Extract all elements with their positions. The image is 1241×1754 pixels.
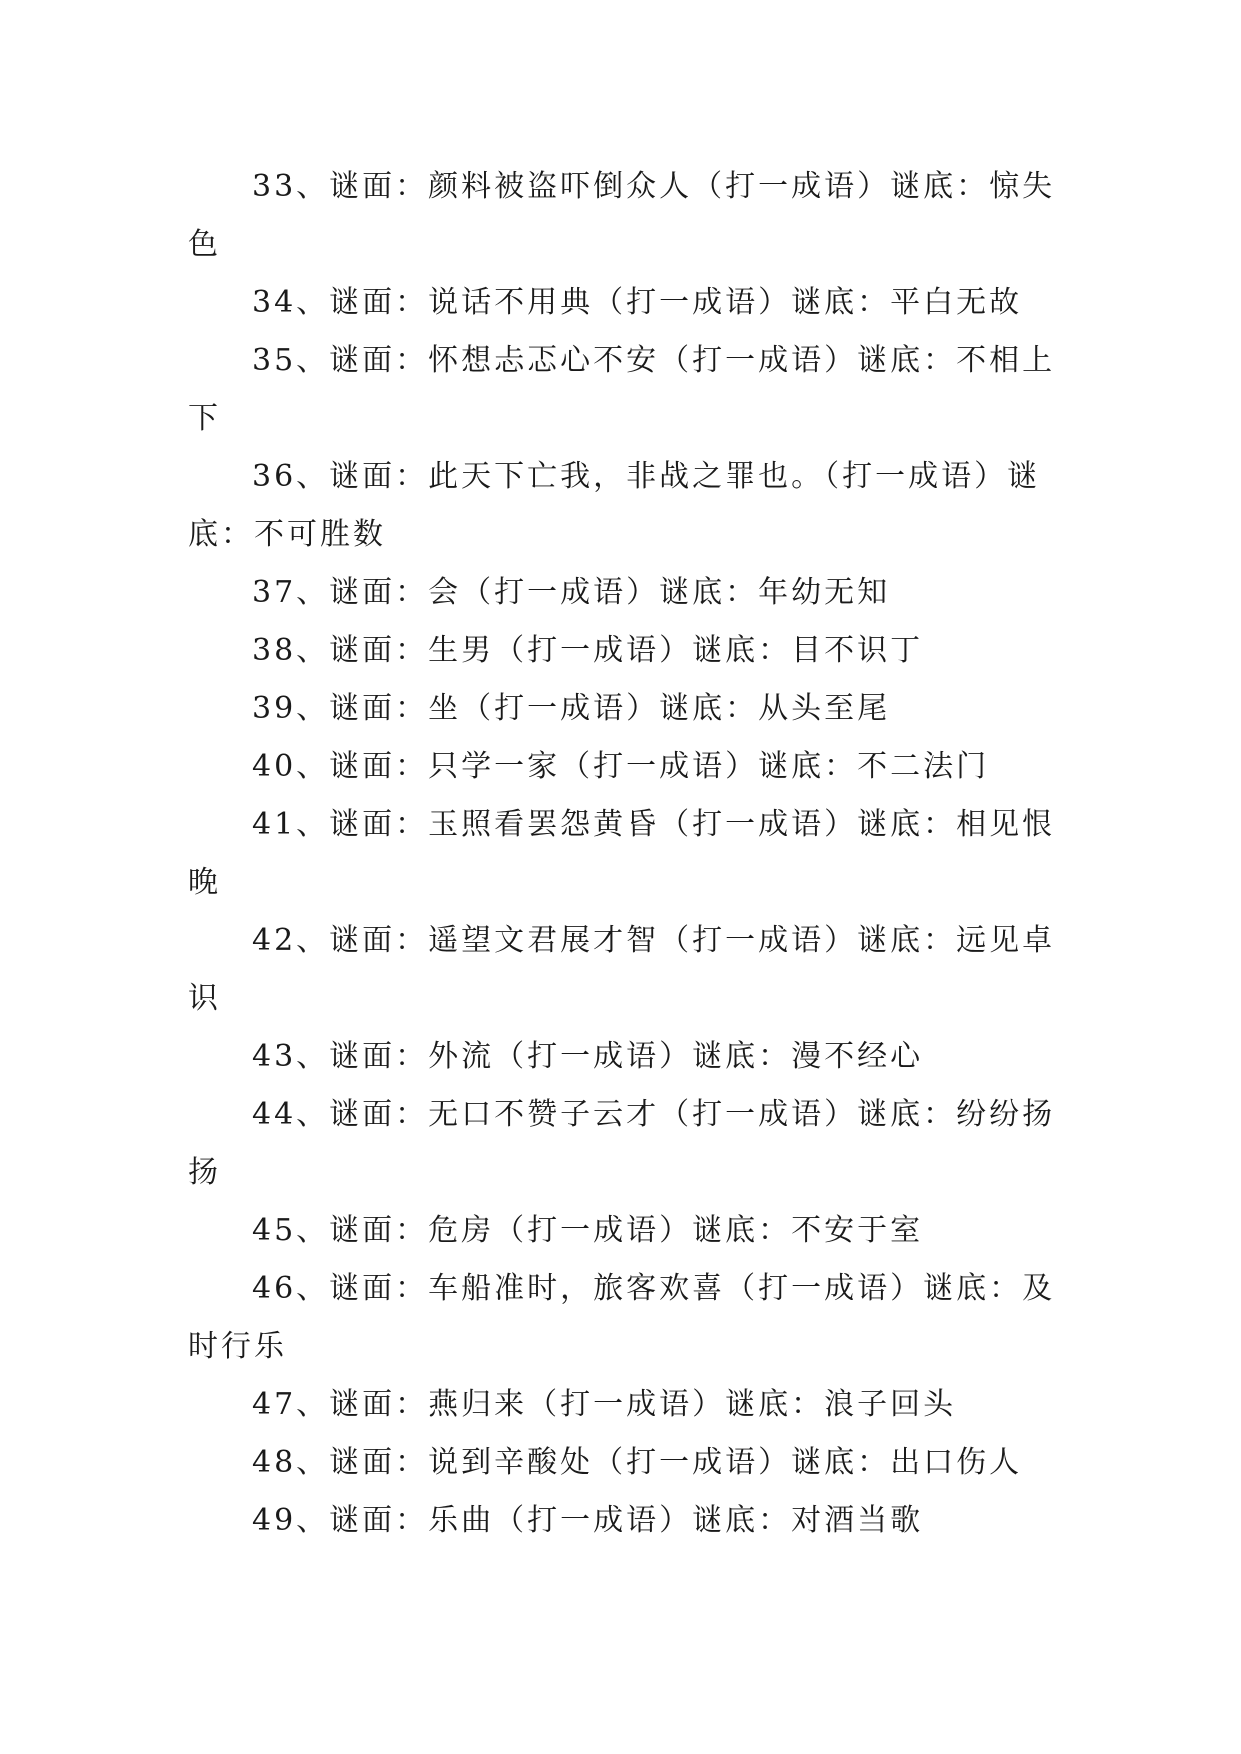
riddle-line: 39、谜面：坐（打一成语）谜底：从头至尾 — [252, 691, 891, 726]
riddle-39 — [188, 680, 1053, 738]
riddle-34 — [188, 274, 1053, 332]
riddle-line: 下 — [188, 401, 221, 436]
riddle-line: 识 — [188, 981, 221, 1016]
riddle-35 — [188, 332, 1056, 448]
riddle-line: 晚 — [188, 865, 221, 900]
riddle-line: 时行乐 — [188, 1329, 287, 1364]
riddle-line: 48、谜面：说到辛酸处（打一成语）谜底：出口伤人 — [252, 1445, 1023, 1480]
riddle-line: 38、谜面：生男（打一成语）谜底：目不识丁 — [252, 633, 924, 668]
riddle-42 — [188, 912, 1056, 1028]
riddle-line: 色 — [188, 227, 221, 262]
riddle-45 — [188, 1202, 1053, 1260]
riddle-40 — [188, 738, 1053, 796]
riddle-46 — [188, 1260, 1056, 1376]
riddle-line: 49、谜面：乐曲（打一成语）谜底：对酒当歌 — [252, 1503, 924, 1538]
riddle-line: 35、谜面：怀想忐忑心不安（打一成语）谜底：不相上 — [252, 343, 1056, 378]
riddle-43 — [188, 1028, 1053, 1086]
riddle-line: 扬 — [188, 1155, 221, 1190]
riddle-line: 底：不可胜数 — [188, 517, 386, 552]
riddle-49 — [188, 1492, 1053, 1550]
riddle-44 — [188, 1086, 1056, 1202]
riddle-line: 33、谜面：颜料被盗吓倒众人（打一成语）谜底：惊失 — [252, 169, 1056, 204]
riddle-line: 44、谜面：无口不赞子云才（打一成语）谜底：纷纷扬 — [252, 1097, 1056, 1132]
riddle-47 — [188, 1376, 1053, 1434]
riddle-48 — [188, 1434, 1053, 1492]
riddle-41 — [188, 796, 1056, 912]
riddle-line: 47、谜面：燕归来（打一成语）谜底：浪子回头 — [252, 1387, 957, 1422]
riddle-line: 43、谜面：外流（打一成语）谜底：漫不经心 — [252, 1039, 924, 1074]
riddle-line: 46、谜面：车船准时，旅客欢喜（打一成语）谜底：及 — [252, 1271, 1056, 1306]
riddle-line: 36、谜面：此天下亡我，非战之罪也。（打一成语）谜 — [252, 459, 1041, 494]
riddle-line: 45、谜面：危房（打一成语）谜底：不安于室 — [252, 1213, 924, 1248]
riddle-line: 42、谜面：遥望文君展才智（打一成语）谜底：远见卓 — [252, 923, 1056, 958]
riddle-36 — [188, 448, 1053, 564]
riddle-33 — [188, 158, 1056, 274]
riddle-line: 41、谜面：玉照看罢怨黄昏（打一成语）谜底：相见恨 — [252, 807, 1056, 842]
riddle-37 — [188, 564, 1053, 622]
riddle-line: 34、谜面：说话不用典（打一成语）谜底：平白无故 — [252, 285, 1023, 320]
riddle-38 — [188, 622, 1053, 680]
riddle-line: 40、谜面：只学一家（打一成语）谜底：不二法门 — [252, 749, 990, 784]
riddle-line: 37、谜面：会（打一成语）谜底：年幼无知 — [252, 575, 891, 610]
